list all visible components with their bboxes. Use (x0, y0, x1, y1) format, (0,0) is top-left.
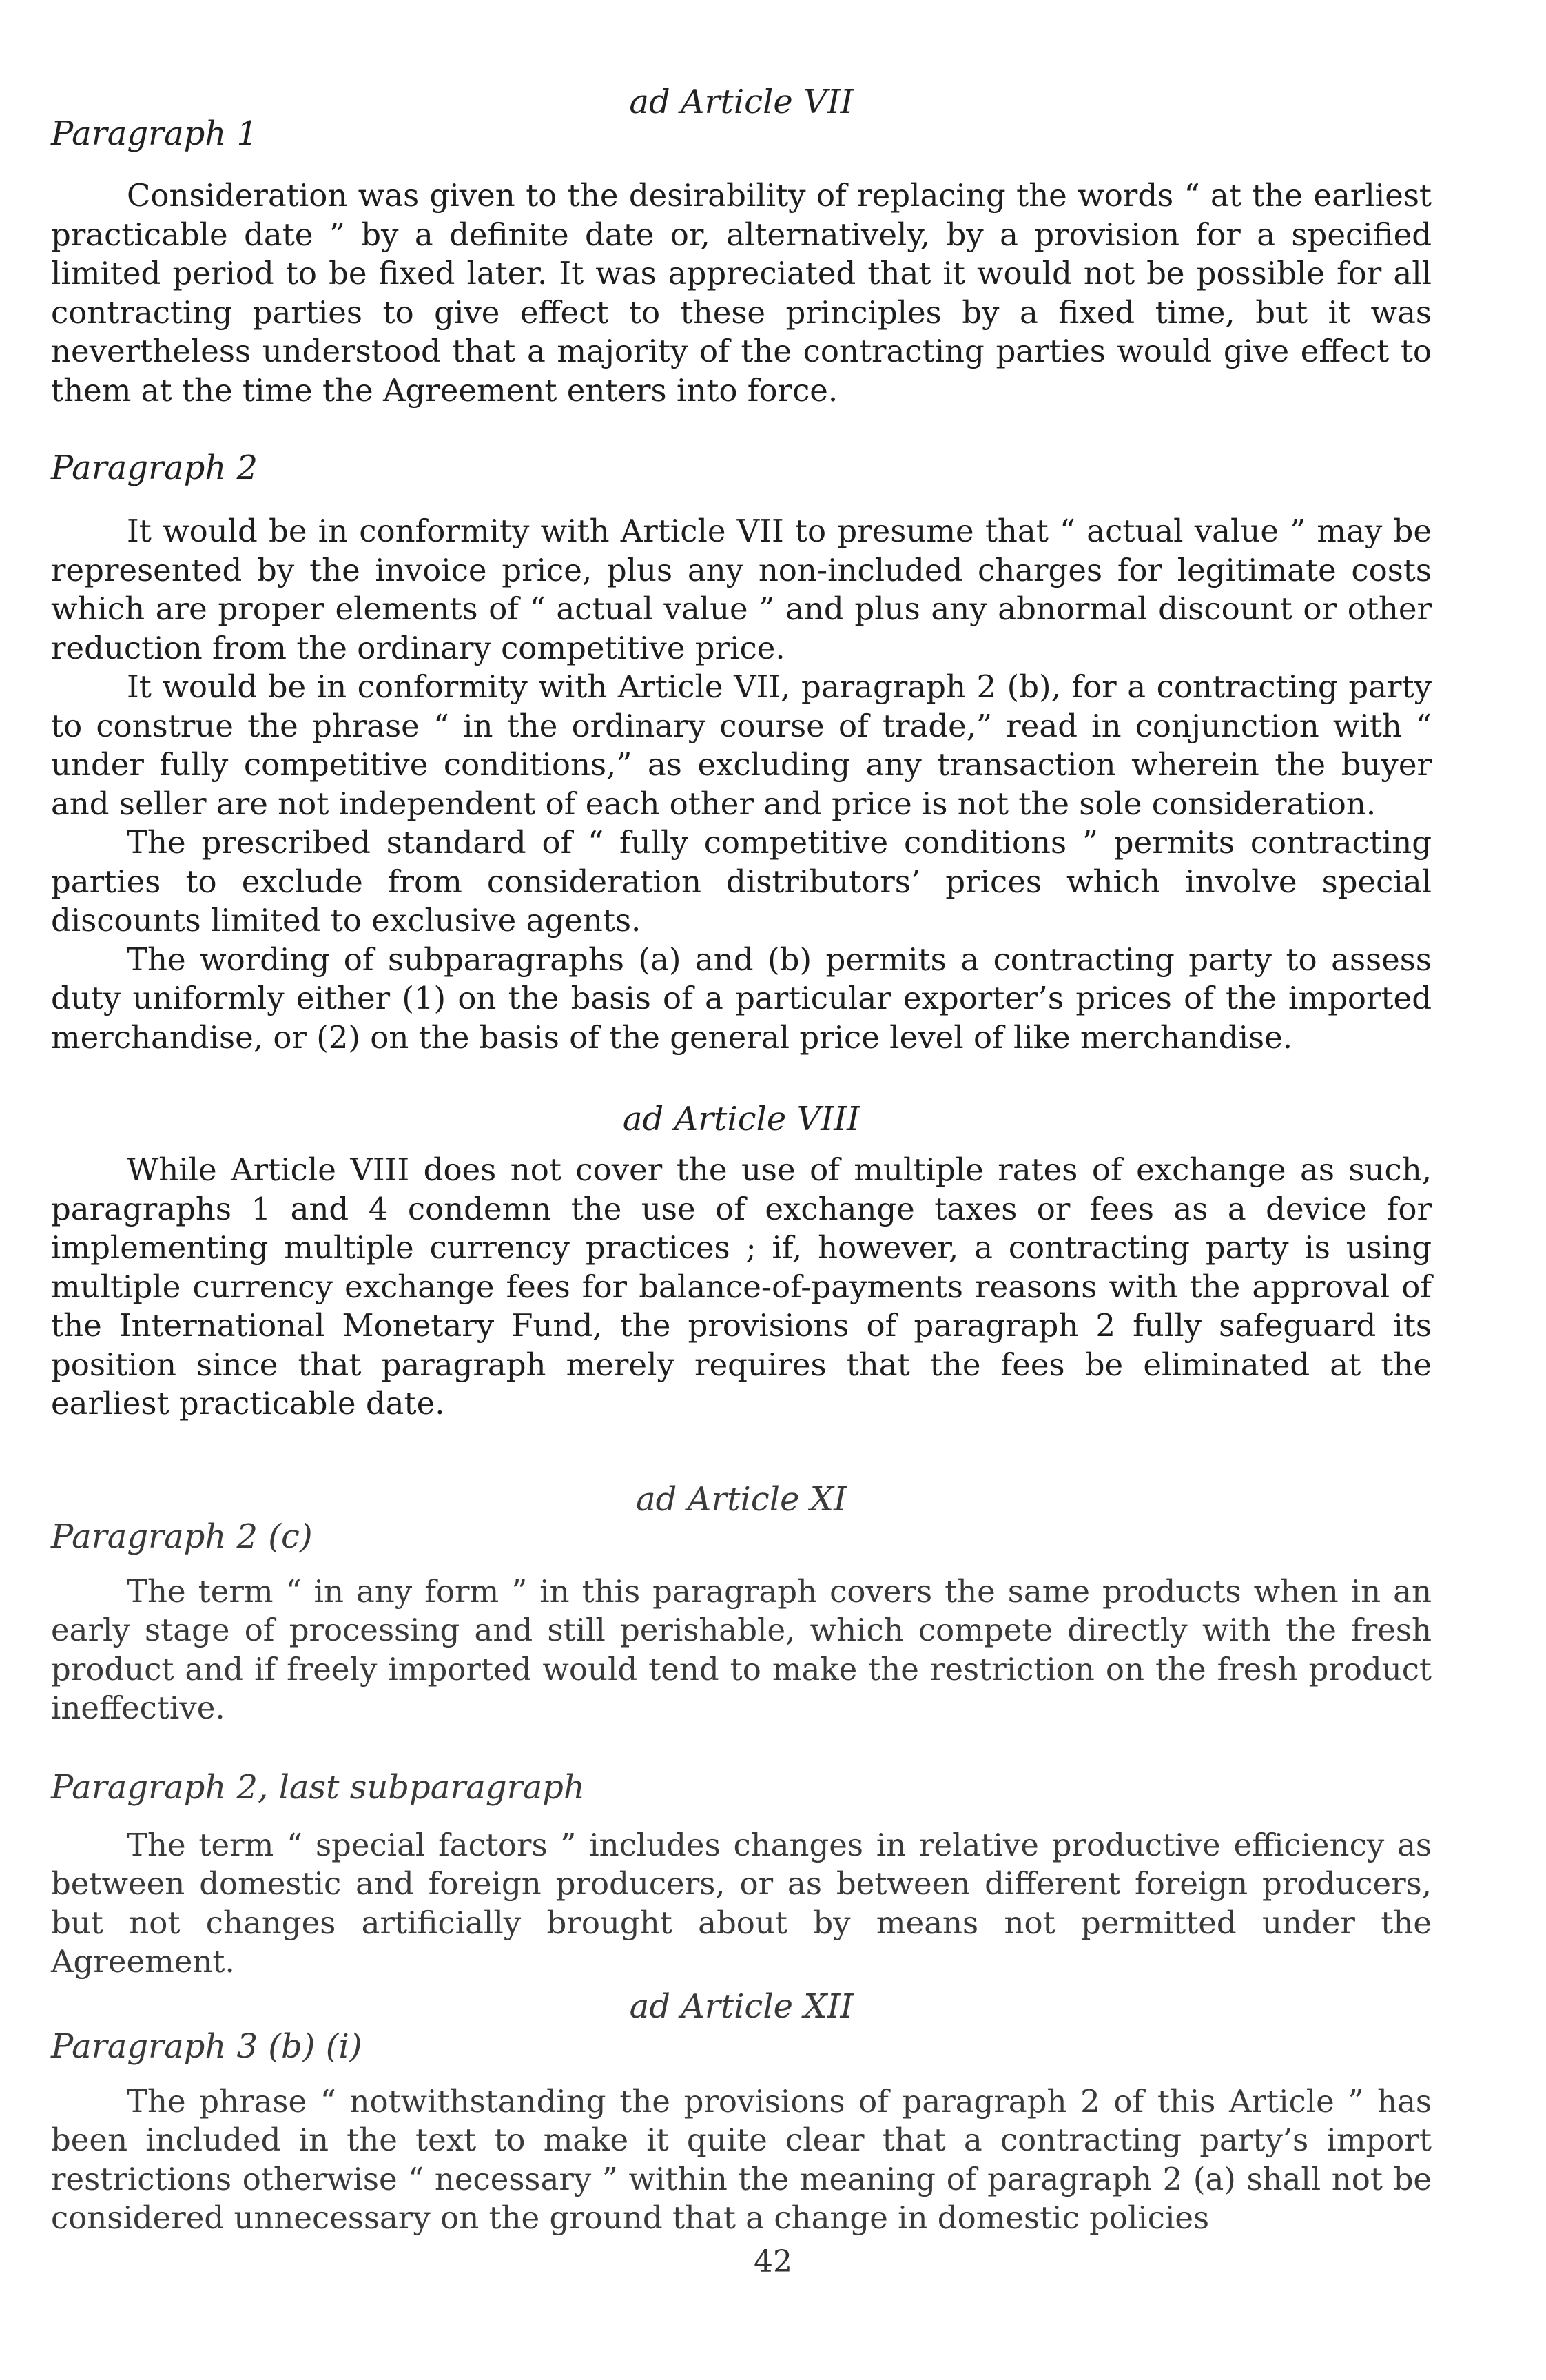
article-heading: ad Article VII (629, 83, 854, 121)
body-paragraph: While Article VIII does not cover the use of multiple rates of exchange as such, paragraphs 1 and 4 condemn the use of exchange taxes or fees as a device for implementing multiple currency practices ; if, however, a contracting party is using multiple currency exchange fees for balance-of-payments reasons with the approval of the International Monetary Fund, the provisions of paragraph 2 fully safeguard its position since that paragraph merely requires that the fees be eliminated at the earliest practicable date. (51, 1151, 1432, 1422)
paragraph-heading: Paragraph 1 (51, 114, 258, 153)
body-paragraph: The wording of subparagraphs (a) and (b) permits a contracting party to assess duty uniformly either (1) on the basis of a particular exporter’s prices of the imported merchandise, or (2) on the basis of the general price level of like merchandise. (51, 941, 1432, 1056)
page-number: 42 (754, 2244, 792, 2279)
body-paragraph: The phrase “ notwithstanding the provisions of paragraph 2 of this Article ” has been included in the text to make it quite clear that a contracting party’s import restrictions otherwise “ necessary ” within the meaning of paragraph 2 (a) shall not be considered unnecessary on the ground that a change in domestic policies (51, 2082, 1432, 2236)
paragraph-heading: Paragraph 2 (c) (51, 1517, 313, 1556)
body-paragraph: The term “ special factors ” includes changes in relative productive efficiency as between domestic and foreign producers, or as between different foreign producers, but not changes artificially brought about by means not permitted under the Agreement. (51, 1826, 1432, 1980)
body-paragraph: It would be in conformity with Article VII, paragraph 2 (b), for a contracting party to construe the phrase “ in the ordinary course of trade,” read in conjunction with “ under fully competitive conditions,” as excluding any transaction wherein the buyer and seller are not independent of each other and price is not the sole consideration. (51, 668, 1432, 822)
paragraph-heading: Paragraph 3 (b) (i) (51, 2027, 362, 2066)
section-article-xi (51, 1480, 1432, 1982)
section-article-viii (51, 1100, 1432, 1424)
section-article-vii (51, 83, 1432, 1057)
document-page (51, 83, 1432, 2238)
paragraph-heading: Paragraph 2 (51, 449, 258, 487)
body-paragraph: The prescribed standard of “ fully competitive conditions ” permits contracting parties to exclude from consideration distributors’ prices which involve special discounts limited to exclusive agents. (51, 824, 1432, 938)
body-paragraph: The term “ in any form ” in this paragraph covers the same products when in an early stage of processing and still perishable, which compete directly with the fresh product and if freely imported would tend to make the restriction on the fresh product ineffective. (51, 1572, 1432, 1726)
article-heading: ad Article XII (629, 1987, 854, 2026)
body-paragraph: Consideration was given to the desirability of replacing the words “ at the earliest practicable date ” by a definite date or, alternatively, by a provision for a specified limited period to be fixed later. It was appreciated that it would not be possible for all contracting parties to give effect to these principles by a fixed time, but it was nevertheless understood that a majority of the contracting parties would give effect to them at the time the Agreement enters into force. (51, 177, 1432, 409)
paragraph-heading: Paragraph 2, last subparagraph (51, 1767, 585, 1807)
body-paragraph: It would be in conformity with Article VII to presume that “ actual value ” may be represented by the invoice price, plus any non-included charges for legitimate costs which are proper elements of “ actual value ” and plus any abnormal discount or other reduction from the ordinary competitive price. (51, 513, 1432, 666)
section-article-xii (51, 1987, 1432, 2238)
article-heading: ad Article VIII (622, 1100, 860, 1138)
article-heading: ad Article XI (636, 1479, 847, 1519)
